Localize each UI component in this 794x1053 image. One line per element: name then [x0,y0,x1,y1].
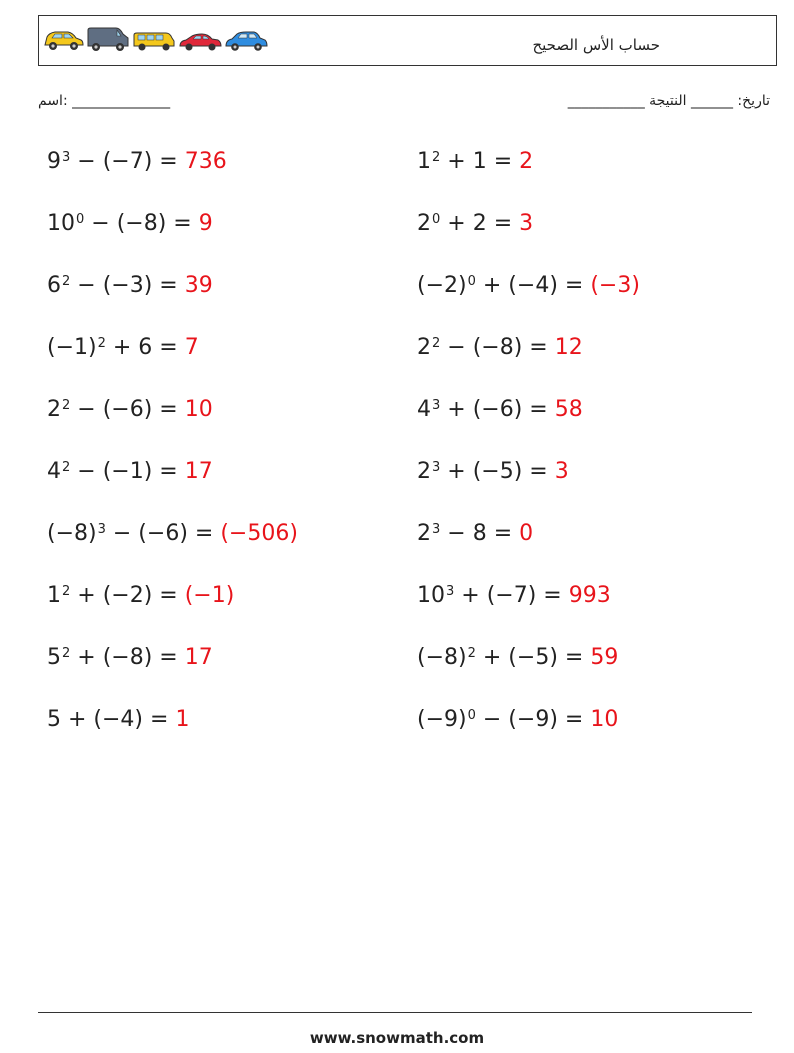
problem-exponent: 0 [467,274,476,289]
problem-exponent: 3 [62,150,71,165]
problem-expression: + 6 = [105,335,185,360]
problem-item [417,520,533,548]
problem-expression: + 1 = [440,149,520,174]
problem-item [417,272,640,300]
problem-item [47,396,213,424]
worksheet-title: حساب الأس الصحيح [532,36,660,54]
problem-answer: 17 [184,459,213,484]
problem-answer: 3 [554,459,569,484]
problem-expression: + (−4) = [475,273,591,298]
problem-item [417,706,618,734]
problem-base: 2 [417,521,431,546]
problem-item [47,520,298,548]
problem-exponent: 3 [432,460,441,475]
problem-exponent: 2 [62,460,71,475]
problem-item [47,334,199,362]
problem-base: 4 [417,397,431,422]
yellow-car-icon [42,28,84,52]
problem-answer: 2 [519,149,534,174]
problem-answer: 0 [519,521,534,546]
problem-answer: 10 [184,397,213,422]
problem-answer: 10 [590,707,619,732]
problem-item [417,148,533,176]
problem-base: 5 + (−4) = [47,707,176,732]
problem-answer: 39 [184,273,213,298]
problem-exponent: 3 [97,522,106,537]
problem-base: 2 [417,335,431,360]
footer-url: www.snowmath.com [309,1029,485,1047]
date-score-fields [568,93,770,109]
problem-exponent: 2 [97,336,106,351]
problem-answer: 58 [554,397,583,422]
problem-base: (−1) [47,335,97,360]
problem-base: 10 [417,583,445,608]
problem-expression: − (−9) = [475,707,591,732]
problem-exponent: 2 [62,398,71,413]
problem-expression: − (−3) = [70,273,185,298]
problem-exponent: 3 [432,398,441,413]
problem-expression: + (−2) = [70,583,185,608]
yellow-minibus-icon [132,30,176,52]
problem-item [417,334,583,362]
problem-base: 1 [417,149,431,174]
problem-expression: + (−5) = [475,645,591,670]
problem-answer: 59 [590,645,619,670]
problem-item [47,272,213,300]
date-field: تاريخ: ______ [690,93,770,109]
problem-item [47,644,213,672]
problem-base: 9 [47,149,61,174]
problem-expression: + (−8) = [70,645,185,670]
problem-item [417,644,618,672]
problem-expression: − (−6) = [70,397,185,422]
problem-expression: − (−7) = [70,149,185,174]
problem-exponent: 2 [432,336,441,351]
problem-base: (−2) [417,273,467,298]
problem-item [47,458,213,486]
problem-base: 5 [47,645,61,670]
gray-van-icon [86,26,130,52]
problem-item [417,210,533,238]
problem-base: (−9) [417,707,467,732]
problem-answer: 17 [184,645,213,670]
problem-answer: 736 [184,149,227,174]
problem-expression: + (−5) = [440,459,555,484]
problem-exponent: 3 [446,584,455,599]
problem-exponent: 3 [432,522,441,537]
red-car-icon [178,32,222,52]
name-field: اسم: ______________ [38,93,171,109]
problem-answer: (−3) [590,273,640,298]
problem-answer: 993 [568,583,611,608]
problem-answer: 3 [519,211,534,236]
problem-item [417,582,611,610]
worksheet-header [38,15,777,66]
problem-exponent: 0 [76,212,85,227]
problem-answer: 7 [184,335,199,360]
score-field: النتيجة ___________ [567,93,687,109]
problem-expression: − (−8) = [84,211,199,236]
problem-expression: + (−7) = [454,583,569,608]
problem-base: 10 [47,211,75,236]
footer-divider [38,1012,752,1013]
problem-item [47,582,234,610]
problem-exponent: 2 [62,584,71,599]
problem-base: 2 [417,211,431,236]
problem-exponent: 0 [432,212,441,227]
problem-answer: 1 [175,707,190,732]
problem-expression: − (−8) = [440,335,555,360]
problem-item [47,210,213,238]
problem-exponent: 0 [467,708,476,723]
problem-item [417,458,569,486]
problem-item [47,706,189,734]
problem-base: (−8) [417,645,467,670]
problem-expression: + 2 = [440,211,520,236]
problem-answer: 12 [554,335,583,360]
problem-expression: − (−6) = [105,521,221,546]
problem-base: 6 [47,273,61,298]
problem-answer: 9 [198,211,213,236]
problem-answer: (−1) [184,583,235,608]
car-icons-strip [42,26,268,52]
problem-item [417,396,583,424]
problem-item [47,148,227,176]
problem-base: (−8) [47,521,97,546]
problem-expression: − (−1) = [70,459,185,484]
problem-expression: − 8 = [440,521,520,546]
problem-exponent: 2 [432,150,441,165]
problem-base: 2 [417,459,431,484]
problem-exponent: 2 [62,646,71,661]
problem-base: 4 [47,459,61,484]
problem-answer: (−506) [220,521,298,546]
problem-base: 2 [47,397,61,422]
blue-car-icon [224,30,268,52]
problem-exponent: 2 [467,646,476,661]
problem-base: 1 [47,583,61,608]
problem-exponent: 2 [62,274,71,289]
problem-expression: + (−6) = [440,397,555,422]
